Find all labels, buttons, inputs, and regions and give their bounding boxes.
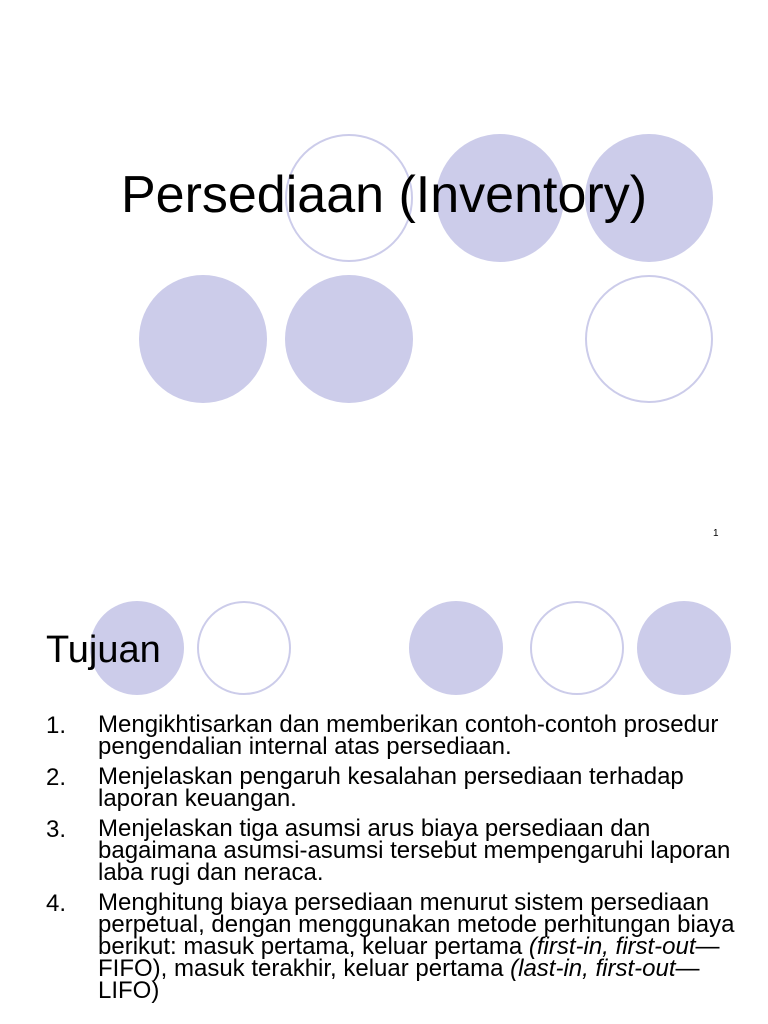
list-item <box>46 890 736 1002</box>
objectives-list <box>46 712 736 1008</box>
list-item-text-part: —FIFO), masuk terakhir, keluar pertama <box>98 933 720 982</box>
list-item-text: Menjelaskan tiga asumsi arus biaya persediaan dan bagaimana asumsi-asumsi tersebut mempengaruhi laporan laba rugi dan neraca. <box>98 815 731 886</box>
decorative-circle-filled <box>285 275 413 403</box>
decorative-circle-filled <box>139 275 267 403</box>
list-item-text-part: Menghitung biaya persediaan menurut sistem persediaan perpetual, dengan menggunakan metode perhitungan biaya berikut: masuk pertama, keluar pertama <box>98 889 735 960</box>
list-item-text: Menjelaskan pengaruh kesalahan persediaan terhadap laporan keuangan. <box>98 763 684 812</box>
list-item-number: 4. <box>46 890 67 917</box>
decorative-circle-filled <box>409 601 503 695</box>
list-item <box>46 764 736 810</box>
section-title: Tujuan <box>46 629 161 671</box>
decorative-circle-outline <box>197 601 291 695</box>
list-item-number: 2. <box>46 764 67 791</box>
decorative-circle-filled <box>637 601 731 695</box>
list-item-text: Mengikhtisarkan dan memberikan contoh-contoh prosedur pengendalian internal atas persediaan. <box>98 711 719 760</box>
slide-objectives <box>0 576 768 1024</box>
list-item-text-part: —LIFO) <box>98 955 700 1004</box>
decorative-circle-outline <box>585 275 713 403</box>
list-item <box>46 712 736 758</box>
page-number: 1 <box>713 528 719 539</box>
list-item-number: 3. <box>46 816 67 843</box>
list-item-number: 1. <box>46 712 67 739</box>
list-item-text-italic: (first-in, first-out <box>528 933 696 960</box>
list-item-text <box>98 890 736 1002</box>
list-item <box>46 816 736 884</box>
decorative-circle-outline <box>530 601 624 695</box>
slide-title-text: Persediaan (Inventory) <box>120 166 648 224</box>
list-item-text-italic: (last-in, first-out <box>510 955 676 982</box>
